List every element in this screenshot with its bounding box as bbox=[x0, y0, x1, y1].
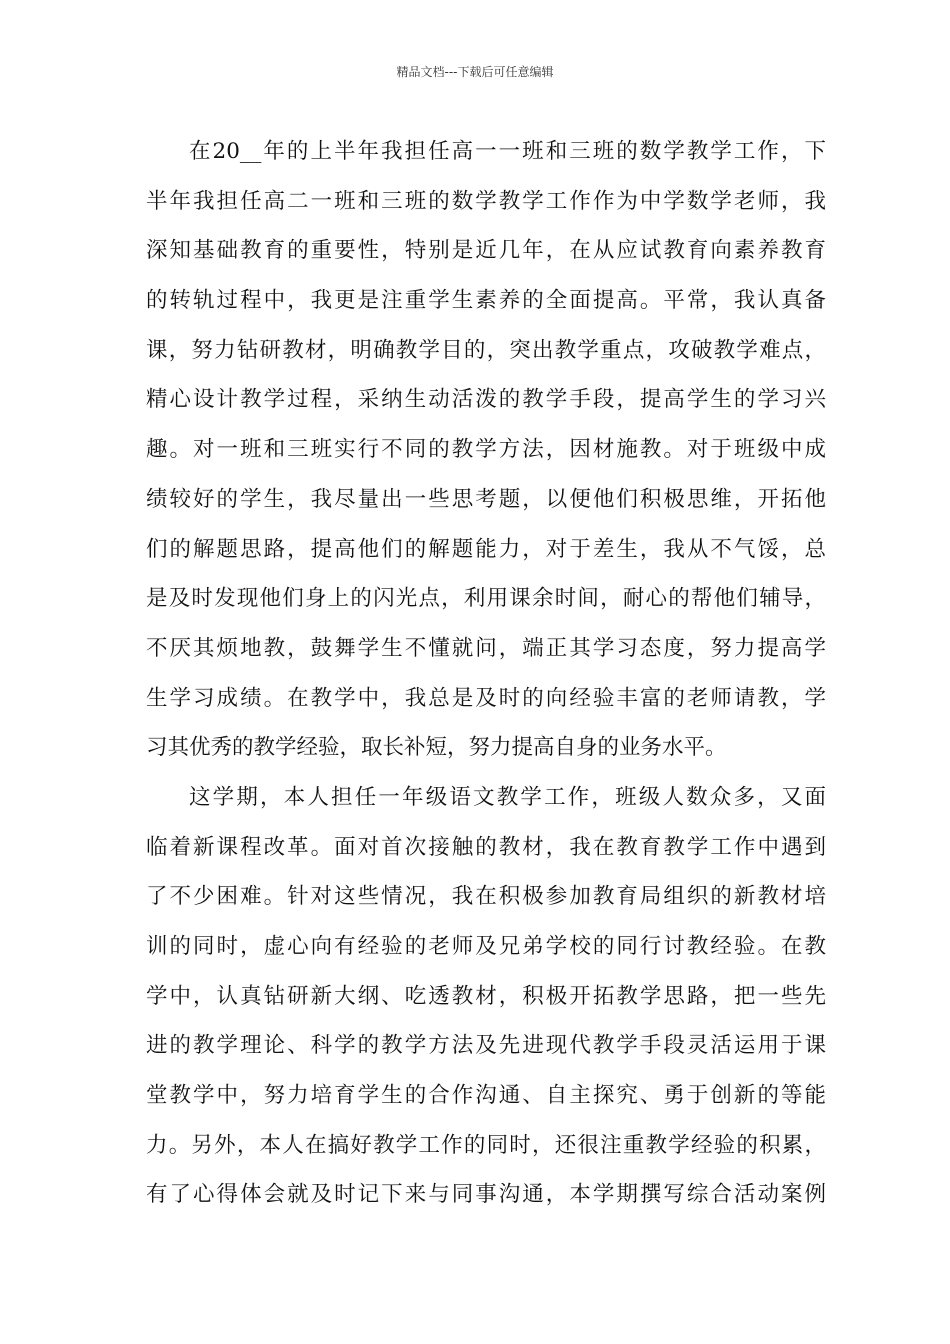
text-line: 进的教学理论、科学的教学方法及先进现代教学手段灵活运用于课 bbox=[146, 1033, 826, 1059]
paragraph-2 bbox=[146, 773, 826, 1220]
text-line: 力。另外，本人在搞好教学工作的同时，还很注重教学经验的积累， bbox=[146, 1132, 826, 1158]
text-line: 训的同时，虚心向有经验的老师及兄弟学校的同行讨教经验。在教 bbox=[146, 934, 826, 959]
text-line: 这学期，本人担任一年级语文教学工作，班级人数众多，又面 bbox=[189, 784, 826, 810]
text-line: 不厌其烦地教，鼓舞学生不懂就问，端正其学习态度，努力提高学 bbox=[146, 635, 826, 661]
document-body bbox=[146, 127, 826, 1220]
text-line: 精心设计教学过程，采纳生动活泼的教学手段，提高学生的学习兴 bbox=[146, 387, 826, 413]
text-line: 趣。对一班和三班实行不同的教学方法，因材施教。对于班级中成 bbox=[146, 437, 826, 463]
text-line: 堂教学中，努力培育学生的合作沟通、自主探究、勇于创新的等能 bbox=[146, 1083, 826, 1109]
text-line: 课，努力钻研教材，明确教学目的，突出教学重点，攻破教学难点， bbox=[146, 337, 826, 363]
text-line: 了不少困难。针对这些情况，我在积极参加教育局组织的新教材培 bbox=[146, 884, 826, 910]
text-line: 习其优秀的教学经验，取长补短，努力提高自身的业务水平。 bbox=[146, 735, 727, 761]
text-line: 深知基础教育的重要性，特别是近几年，在从应试教育向素养教育 bbox=[146, 238, 826, 264]
text-line: 绩较好的学生，我尽量出一些思考题，以便他们积极思维，开拓他 bbox=[146, 486, 826, 512]
paragraph-1 bbox=[146, 127, 826, 773]
text-line: 们的解题思路，提高他们的解题能力，对于差生，我从不气馁，总 bbox=[146, 536, 826, 562]
text-line: 有了心得体会就及时记下来与同事沟通，本学期撰写综合活动案例 bbox=[146, 1182, 826, 1208]
text-line: 生学习成绩。在教学中，我总是及时的向经验丰富的老师请教，学 bbox=[146, 685, 826, 711]
page-header: 精品文档---下载后可任意编辑 bbox=[396, 65, 554, 79]
text-line: 的转轨过程中，我更是注重学生素养的全面提高。平常，我认真备 bbox=[146, 288, 826, 314]
text-line: 学中，认真钻研新大纲、吃透教材，积极开拓教学思路，把一些先 bbox=[146, 983, 826, 1009]
text-line: 在20__年的上半年我担任高一一班和三班的数学教学工作，下 bbox=[189, 139, 826, 164]
text-line: 半年我担任高二一班和三班的数学教学工作作为中学数学老师，我 bbox=[146, 188, 826, 214]
text-line: 临着新课程改革。面对首次接触的教材，我在教育教学工作中遇到 bbox=[146, 834, 826, 860]
text-line: 是及时发现他们身上的闪光点，利用课余时间，耐心的帮他们辅导， bbox=[146, 586, 826, 612]
